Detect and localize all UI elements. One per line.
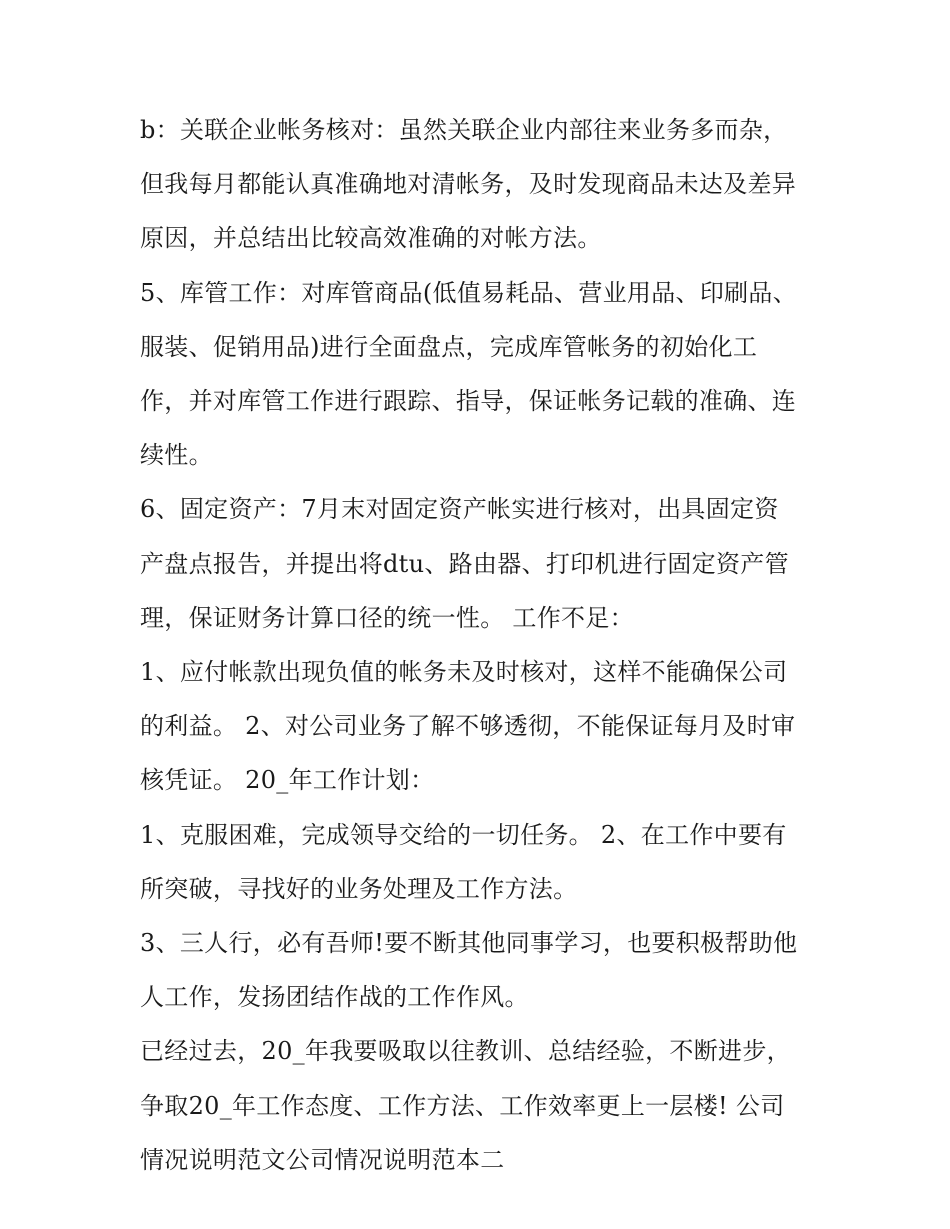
text-line: 理，保证财务计算口径的统一性。 工作不足： xyxy=(140,603,634,632)
text-line: 人工作，发扬团结作战的工作作风。 xyxy=(140,983,529,1012)
text-line: 但我每月都能认真准确地对清帐务，及时发现商品未达及差异 xyxy=(140,170,797,199)
text-line: 作，并对库管工作进行跟踪、指导，保证帐务记载的准确、连 xyxy=(140,387,797,416)
text-line: 1、克服困难，完成领导交给的一切任务。 2、在工作中要有 xyxy=(140,820,787,849)
document-body xyxy=(140,103,830,1187)
text-line: 服装、促销用品)进行全面盘点，完成库管帐务的初始化工 xyxy=(140,332,758,361)
text-line: 所突破，寻找好的业务处理及工作方法。 xyxy=(140,874,578,903)
text-line: 5、库管工作：对库管商品(低值易耗品、营业用品、印刷品、 xyxy=(140,278,798,307)
text-line: 情况说明范文公司情况说明范本二 xyxy=(140,1145,505,1174)
text-line: 争取20_年工作态度、工作方法、工作效率更上一层楼! 公司 xyxy=(140,1091,785,1120)
text-line: 核凭证。 20_年工作计划： xyxy=(140,766,435,795)
text-line: 的利益。 2、对公司业务了解不够透彻，不能保证每月及时审 xyxy=(140,712,796,741)
text-line: b：关联企业帐务核对：虽然关联企业内部往来业务多而杂， xyxy=(140,116,788,144)
text-line: 1、应付帐款出现负值的帐务未及时核对，这样不能确保公司 xyxy=(140,658,788,687)
text-line: 产盘点报告，并提出将dtu、路由器、打印机进行固定资产管 xyxy=(140,549,789,578)
text-line: 原因，并总结出比较高效准确的对帐方法。 xyxy=(140,224,602,253)
text-line: 6、固定资产：7月末对固定资产帐实进行核对，出具固定资 xyxy=(140,495,779,524)
text-line: 已经过去，20_年我要吸取以往教训、总结经验，不断进步， xyxy=(140,1037,791,1066)
text-line: 续性。 xyxy=(140,441,213,470)
text-line: 3、三人行，必有吾师!要不断其他同事学习，也要积极帮助他 xyxy=(140,929,798,958)
